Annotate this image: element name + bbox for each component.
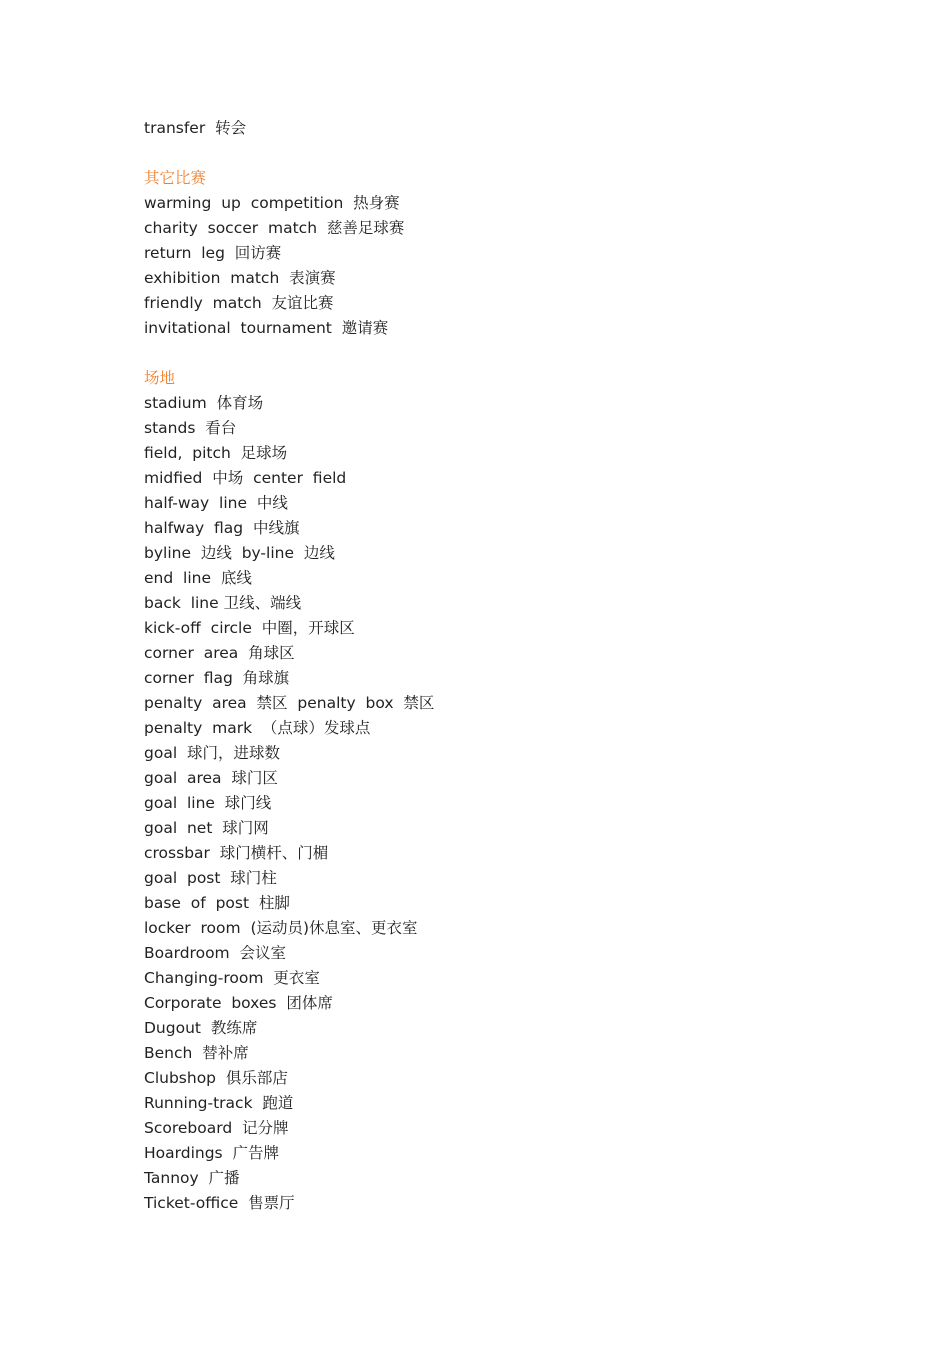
term-line: goal area 球门区 (144, 769, 278, 787)
term-line: Clubshop 俱乐部店 (144, 1069, 288, 1087)
term-line: crossbar 球门横杆、门楣 (144, 844, 329, 862)
term-line: corner area 角球区 (144, 644, 295, 662)
term-line: penalty mark （点球）发球点 (144, 719, 371, 737)
term-line: exhibition match 表演赛 (144, 269, 336, 287)
term-line: invitational tournament 邀请赛 (144, 319, 389, 337)
term-line: Scoreboard 记分牌 (144, 1119, 289, 1137)
term-line: charity soccer match 慈善足球赛 (144, 219, 405, 237)
term-line: Bench 替补席 (144, 1044, 249, 1062)
term-line: Boardroom 会议室 (144, 944, 287, 962)
term-line: Dugout 教练席 (144, 1019, 258, 1037)
term-line: corner flag 角球旗 (144, 669, 290, 687)
term-line: penalty area 禁区 penalty box 禁区 (144, 694, 435, 712)
term-line: friendly match 友谊比赛 (144, 294, 334, 312)
term-line: stands 看台 (144, 419, 237, 437)
term-line: return leg 回访赛 (144, 244, 282, 262)
term-line: goal post 球门柱 (144, 869, 277, 887)
term-line: halfway flag 中线旗 (144, 519, 300, 537)
section-heading: 其它比赛 (144, 169, 207, 187)
term-line: stadium 体育场 (144, 394, 264, 412)
term-line: Ticket-office 售票厅 (144, 1194, 295, 1212)
section-heading: 场地 (144, 369, 176, 387)
term-line: goal 球门，进球数 (144, 744, 280, 762)
document-page (144, 116, 904, 1216)
spacer (144, 141, 904, 166)
term-line: goal line 球门线 (144, 794, 272, 812)
term-line: back line 卫线、端线 (144, 594, 302, 612)
term-line: transfer 转会 (144, 119, 247, 137)
term-line: goal net 球门网 (144, 819, 269, 837)
term-line: byline 边线 by-line 边线 (144, 544, 335, 562)
term-line: Tannoy 广播 (144, 1169, 240, 1187)
spacer (144, 341, 904, 366)
term-line: Changing-room 更衣室 (144, 969, 320, 987)
term-line: locker room (运动员)休息室、更衣室 (144, 919, 418, 937)
term-line: half-way line 中线 (144, 494, 288, 512)
term-line: kick-off circle 中圈，开球区 (144, 619, 355, 637)
term-line: midfied 中场 center field (144, 469, 347, 487)
term-line: Running-track 跑道 (144, 1094, 294, 1112)
term-line: field, pitch 足球场 (144, 444, 288, 462)
term-line: Corporate boxes 团体席 (144, 994, 333, 1012)
term-line: end line 底线 (144, 569, 252, 587)
term-line: warming up competition 热身赛 (144, 194, 400, 212)
term-line: Hoardings 广告牌 (144, 1144, 279, 1162)
term-line: base of post 柱脚 (144, 894, 290, 912)
